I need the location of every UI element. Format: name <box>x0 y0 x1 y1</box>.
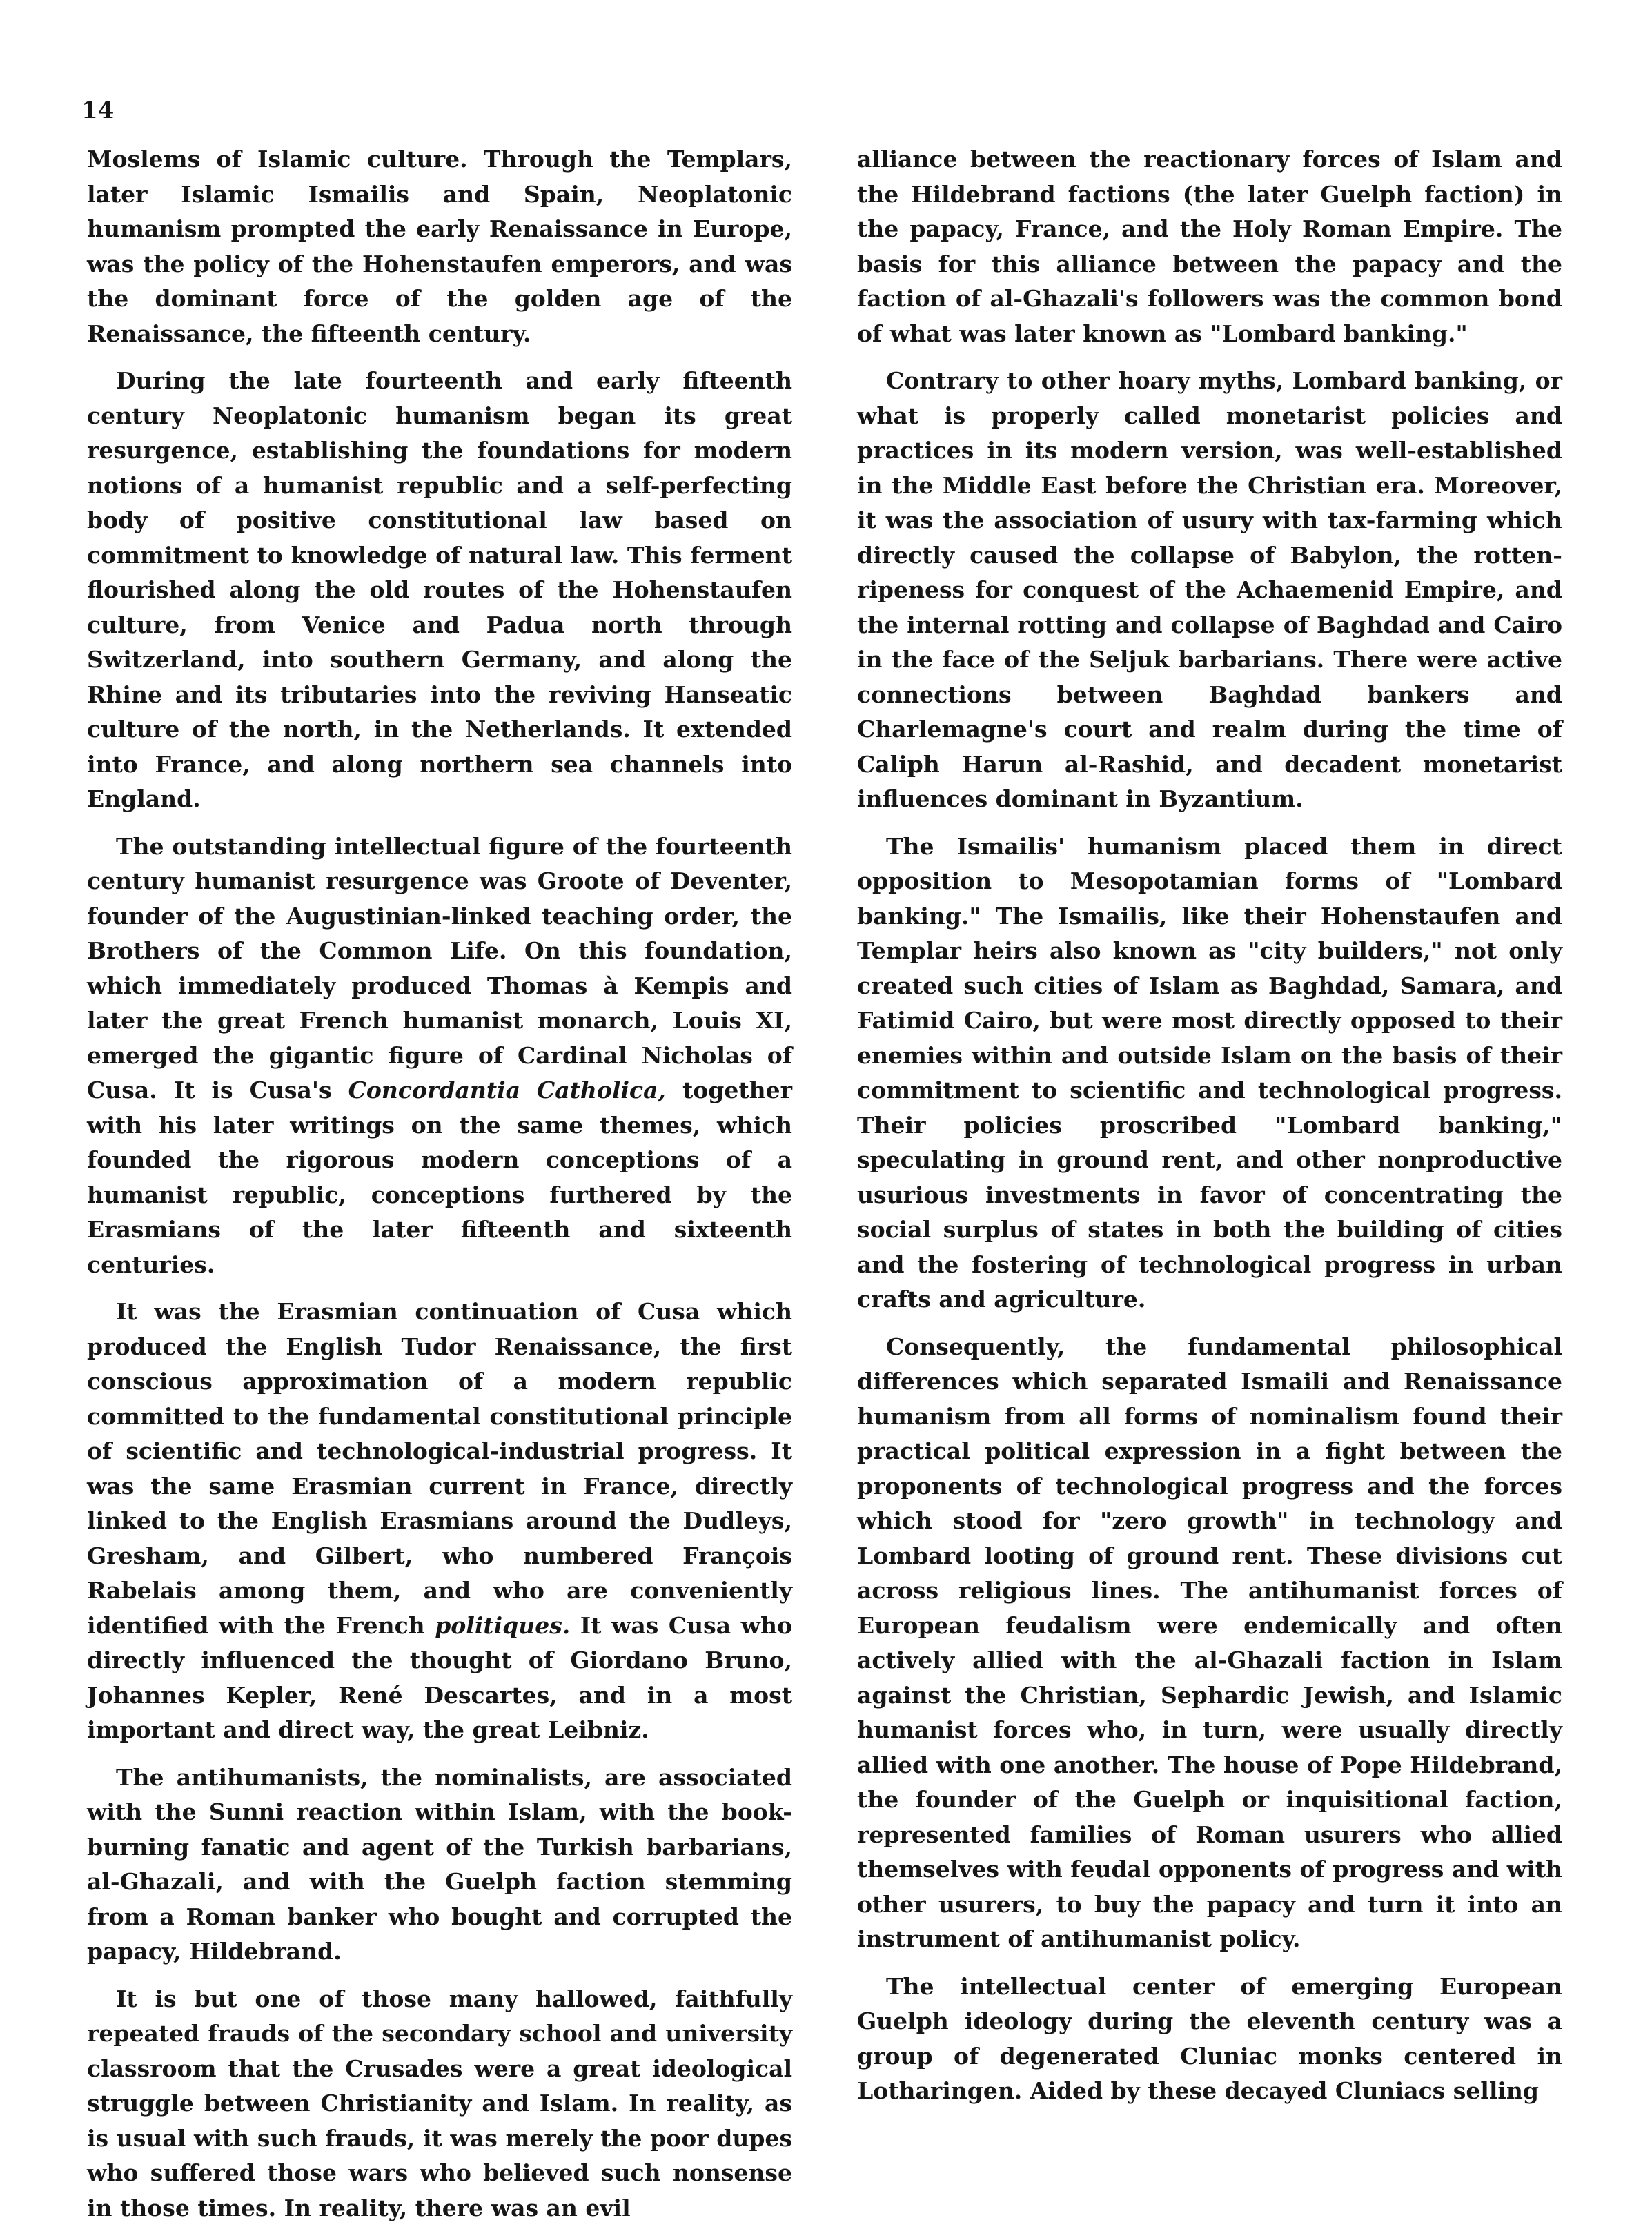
text-run: It was the Erasmian continuation of Cusa which produced the English Tudor Renaissance, the first conscious approximation of a modern republic committed to the fundamental constitutional principle of scientific and technological-industrial progress. It was the same Erasmian current in France, directly linked to the English Erasmians around the Dudleys, Gresham, and Gilbert, who numbered François Rabelais among them, and who are conveniently identified with the French <box>87 1298 792 1639</box>
italic-term: politiques. <box>435 1611 571 1639</box>
left-column <box>87 142 792 2238</box>
paragraph: The antihumanists, the nominalists, are associated with the Sunni reaction within Islam, with the book-burning fanatic and agent of the Turkish barbarians, al-Ghazali, and with the Guelph faction stemming from a Roman banker who bought and corrupted the papacy, Hildebrand. <box>87 1763 792 1965</box>
page-number: 14 <box>81 97 115 124</box>
paragraph: Moslems of Islamic culture. Through the Templars, later Islamic Ismailis and Spain, Neoplatonic humanism prompted the early Renaissance in Europe, was the policy of the Hohenstaufen emperors, and was the dominant force of the golden age of the Renaissance, the fifteenth century. <box>87 146 792 347</box>
paragraph <box>87 830 792 1283</box>
paragraph: Contrary to other hoary myths, Lombard banking, or what is properly called monetarist policies and practices in its modern version, was well-established in the Middle East before the Christian era. Moreover, it was the association of usury with tax-farming which directly caused the collapse of Babylon, the rotten-ripeness for conquest of the Achaemenid Empire, and the internal rotting and collapse of Baghdad and Cairo in the face of the Seljuk barbarians. There were active connections between Baghdad bankers and Charlemagne's court and realm during the time of Caliph Harun al-Rashid, and decadent monetarist influences dominant in Byzantium. <box>857 367 1562 812</box>
paragraph: The Ismailis' humanism placed them in direct opposition to Mesopotamian forms of "Lombard banking." The Ismailis, like their Hohenstaufen and Templar heirs also known as "city builders," not only created such cities of Islam as Baghdad, Samara, and Fatimid Cairo, but were most directly opposed to their enemies within and outside Islam on the basis of their commitment to scientific and technological progress. Their policies proscribed "Lombard banking," speculating in ground rent, and other nonproductive usurious investments in favor of concentrating the social surplus of states in both the building of cities and the fostering of technological progress in urban crafts and agriculture. <box>857 832 1562 1313</box>
paragraph: It is but one of those many hallowed, faithfully repeated frauds of the secondary school and university classroom that the Crusades were a great ideological struggle between Christianity and Islam. In reality, as is usual with such frauds, it was merely the poor dupes who suffered those wars who believed such nonsense in those times. In reality, there was an evil <box>87 1985 792 2221</box>
paragraph: During the late fourteenth and early fifteenth century Neoplatonic humanism began its great resurgence, establishing the foundations for modern notions of a humanist republic and a self-perfecting body of positive constitutional law based on commitment to knowledge of natural law. This ferment flourished along the old routes of the Hohenstaufen culture, from Venice and Padua north through Switzerland, into southern Germany, and along the Rhine and its tributaries into the reviving Hanseatic culture of the north, in the Netherlands. It extended into France, and along northern sea channels into England. <box>87 367 792 812</box>
text-run: together with his later writings on the same themes, which founded the rigorous modern conceptions of a humanist republic, conceptions furthered by the Erasmians of the later fifteenth and sixteenth centuries. <box>87 1077 792 1278</box>
text-run: The outstanding intellectual figure of the fourteenth century humanist resurgence was Groote of Deventer, founder of the Augustinian-linked teaching order, the Brothers of the Common Life. On this foundation, which immediately produced Thomas à Kempis and later the great French humanist monarch, Louis XI, emerged the gigantic figure of Cardinal Nicholas of Cusa. It is Cusa's <box>87 832 792 1103</box>
paragraph: Consequently, the fundamental philosophical differences which separated Ismaili and Renaissance humanism from all forms of nominalism found their practical political expression in a fight between the proponents of technological progress and the forces which stood for "zero growth" in technology and Lombard looting of ground rent. These divisions cut across religious lines. The antihumanist forces of European feudalism were endemically and often actively allied with the al-Ghazali faction in Islam against the Christian, Sephardic Jewish, and Islamic humanist forces who, in turn, were usually directly allied with one another. The house of Pope Hildebrand, the founder of the Guelph or inquisitional faction, represented families of Roman usurers who allied themselves with feudal opponents of progress and with other usurers, to buy the papacy and turn it into an instrument of antihumanist policy. <box>857 1333 1562 1952</box>
text-run: It was Cusa who directly influenced the thought of Giordano Bruno, Johannes Kepler, René Descartes, and in a most important and direct way, the great Leibniz. <box>87 1611 792 1743</box>
right-column <box>857 142 1562 2121</box>
paragraph: alliance between the reactionary forces of Islam and the Hildebrand factions (the later Guelph faction) in the papacy, France, and the Holy Roman Empire. The basis for this alliance between the papacy and the faction of al-Ghazali's followers was the common bond of what was later known as "Lombard banking." <box>857 146 1562 347</box>
paragraph <box>87 1295 792 1748</box>
paragraph: The intellectual center of emerging European Guelph ideology during the eleventh century was a group of degenerated Cluniac monks centered in Lotharingen. Aided by these decayed Cluniacs selling <box>857 1972 1562 2104</box>
italic-title: Concordantia Catholica, <box>348 1077 666 1103</box>
